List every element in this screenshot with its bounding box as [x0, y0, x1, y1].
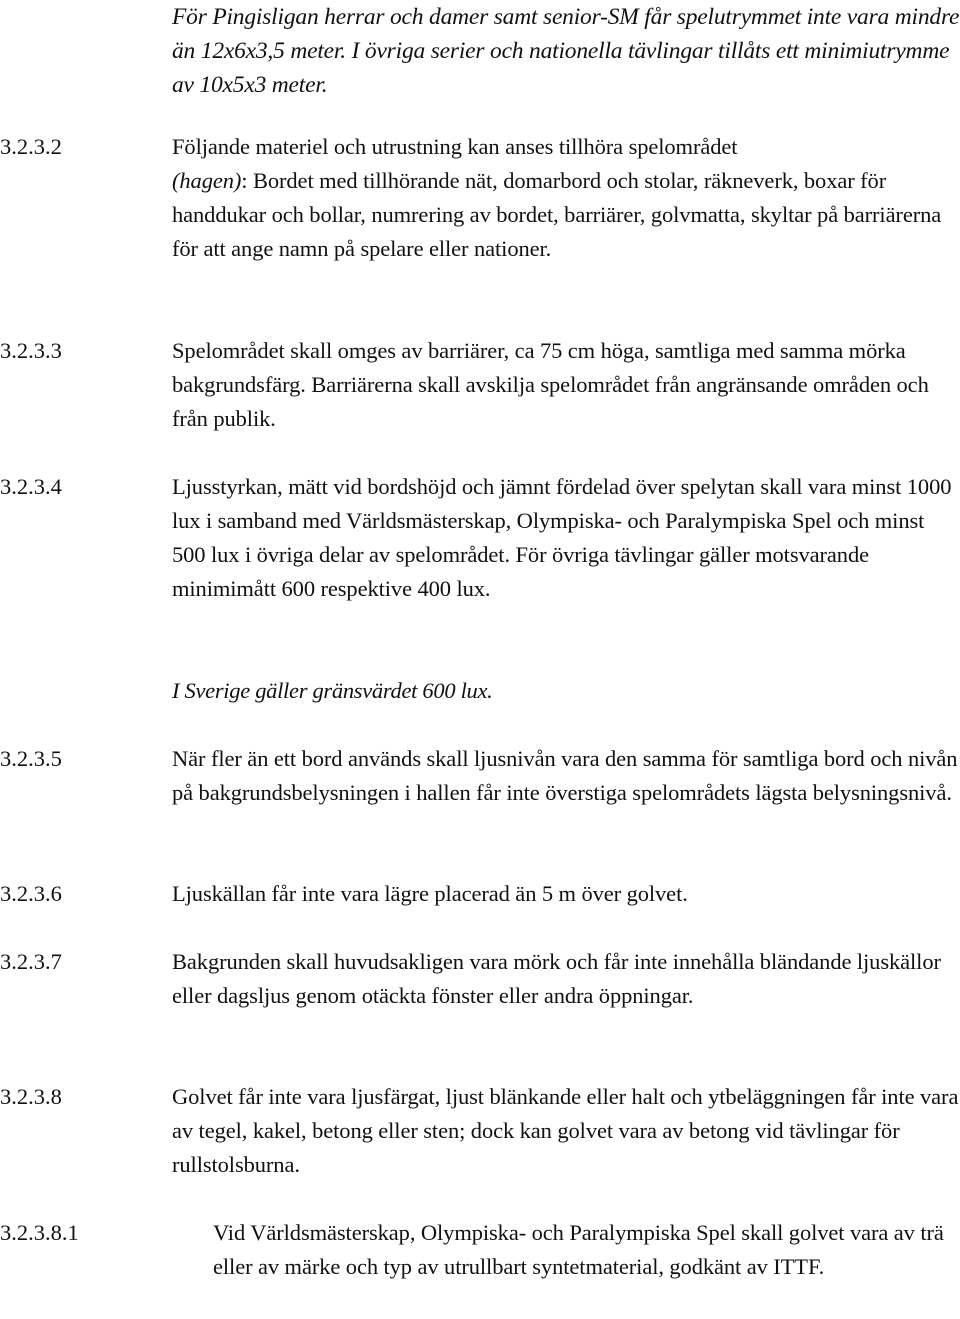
rule-text-emphasis: (hagen) — [172, 168, 242, 193]
rule-number: 3.2.3.3 — [0, 338, 62, 363]
rule-number: 3.2.3.5 — [0, 746, 62, 771]
rule-text: Ljuskällan får inte vara lägre placerad än 5 m över golvet. — [172, 881, 688, 906]
rule-text-after: : Bordet med tillhörande nät, domarbord och stolar, räkneverk, boxar för handdukar och bollar, numrering av bordet, barriärer, golvmatta, skyltar på barriärerna för att ange namn på spelare eller nationer. — [172, 168, 942, 261]
rule-text: Golvet får inte vara ljusfärgat, ljust blänkande eller halt och ytbeläggningen får inte vara av tegel, kakel, betong eller sten; dock kan golvet vara av betong vid tävlingar för rullstolsburna. — [172, 1084, 959, 1177]
rule-number: 3.2.3.7 — [0, 949, 62, 974]
rule-number: 3.2.3.8.1 — [0, 1220, 79, 1245]
intro-paragraph: För Pingisligan herrar och damer samt senior-SM får spelutrymmet inte vara mindre än 12x6x3,5 meter. I övriga serier och nationella tävlingar tillåts ett minimiutrymme av 10x5x3 meter. — [172, 4, 960, 98]
rule-text: Ljusstyrkan, mätt vid bordshöjd och jämnt fördelad över spelytan skall vara minst 1000 lux i samband med Världsmästerskap, Olympiska- och Paralympiska Spel och minst 500 lux i övriga delar av spelområdet. För övriga tävlingar gäller motsvarande minimimått 600 respektive 400 lux. — [172, 474, 952, 601]
rule-text: När fler än ett bord används skall ljusnivån vara den samma för samtliga bord och nivån på bakgrundsbelysningen i hallen får inte överstiga spelområdets lägsta belysningsnivå. — [172, 746, 958, 805]
rule-text: Vid Världsmästerskap, Olympiska- och Paralympiska Spel skall golvet vara av trä eller av märke och typ av utrullbart syntetmaterial, godkänt av ITTF. — [213, 1220, 944, 1279]
rule-text: Bakgrunden skall huvudsakligen vara mörk och får inte innehålla bländande ljuskällor eller dagsljus genom otäckta fönster eller andra öppningar. — [172, 949, 941, 1008]
rule-number: 3.2.3.4 — [0, 474, 62, 499]
rule-number: 3.2.3.6 — [0, 881, 62, 906]
rule-text: Spelområdet skall omges av barriärer, ca 75 cm höga, samtliga med samma mörka bakgrundsfärg. Barriärerna skall avskilja spelområdet från angränsande områden och från publik. — [172, 338, 929, 431]
rule-number: 3.2.3.8 — [0, 1084, 62, 1109]
rule-text — [172, 130, 960, 266]
rule-text-before: Följande materiel och utrustning kan anses tillhöra spelområdet — [172, 134, 738, 159]
sweden-note: I Sverige gäller gränsvärdet 600 lux. — [172, 678, 493, 703]
rule-number: 3.2.3.2 — [0, 134, 62, 159]
